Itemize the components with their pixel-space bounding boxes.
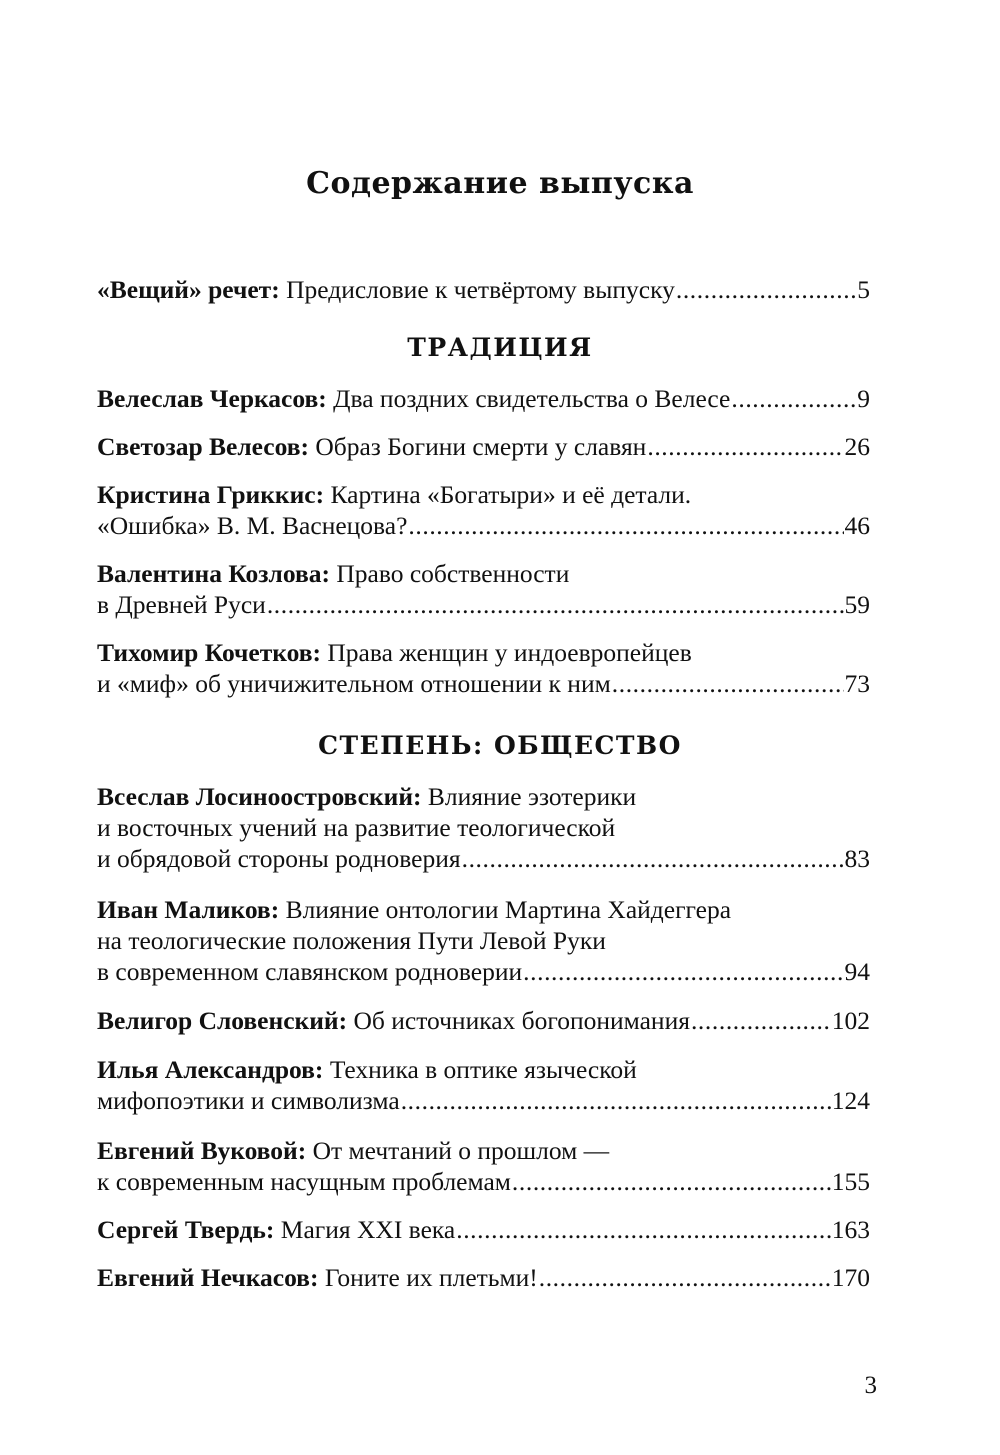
toc-entry[interactable] bbox=[97, 637, 870, 699]
entry-author: Велеслав Черкасов: bbox=[97, 384, 327, 413]
entry-title: и «миф» об уничижительном отношении к ним bbox=[97, 669, 611, 698]
dot-leader bbox=[408, 510, 843, 541]
toc-line bbox=[97, 812, 870, 843]
dot-leader bbox=[512, 1166, 831, 1197]
toc-line bbox=[97, 781, 870, 812]
toc-line bbox=[97, 1166, 870, 1197]
entry-author: Иван Маликов: bbox=[97, 895, 280, 924]
dot-leader bbox=[523, 956, 843, 987]
toc-line bbox=[97, 894, 870, 925]
entry-title: Гоните их плетьми! bbox=[324, 1263, 538, 1292]
entry-title: и обрядовой стороны родноверия bbox=[97, 844, 461, 873]
toc-line bbox=[97, 1214, 870, 1245]
toc-entry[interactable] bbox=[97, 1054, 870, 1116]
dot-leader bbox=[676, 274, 856, 305]
entry-title: Об источниках богопонимания bbox=[353, 1006, 690, 1035]
entry-author: Евгений Нечкасов: bbox=[97, 1263, 319, 1292]
section-title-society: СТЕПЕНЬ: ОБЩЕСТВО bbox=[318, 731, 682, 760]
toc-line bbox=[97, 637, 870, 668]
toc-entry[interactable] bbox=[97, 383, 870, 414]
toc-entry[interactable] bbox=[97, 558, 870, 620]
toc-line bbox=[97, 479, 870, 510]
entry-title: Техника в оптике языческой bbox=[329, 1055, 637, 1084]
entry-page: 26 bbox=[844, 432, 870, 461]
toc-entry[interactable] bbox=[97, 1262, 870, 1293]
toc-line bbox=[97, 1085, 870, 1116]
dot-leader bbox=[647, 431, 843, 462]
entry-page: 46 bbox=[844, 511, 870, 540]
entry-page: 170 bbox=[831, 1263, 870, 1292]
entry-title: Право собственности bbox=[336, 559, 570, 588]
entry-title: Влияние эзотерики bbox=[427, 782, 637, 811]
entry-author: Светозар Велесов: bbox=[97, 432, 309, 461]
entry-title: Два поздних свидетельства о Велесе bbox=[333, 384, 731, 413]
entry-author: Кристина Гриккис: bbox=[97, 480, 325, 509]
dot-leader bbox=[612, 668, 844, 699]
entry-page: 9 bbox=[857, 384, 870, 413]
toc-line bbox=[97, 510, 870, 541]
dot-leader bbox=[691, 1005, 831, 1036]
entry-title: Предисловие к четвёртому выпуску bbox=[286, 275, 675, 304]
entry-author: Всеслав Лосиноостровский: bbox=[97, 782, 422, 811]
dot-leader bbox=[401, 1085, 831, 1116]
toc-entry[interactable] bbox=[97, 1135, 870, 1197]
toc-line bbox=[97, 589, 870, 620]
entry-page: 94 bbox=[844, 957, 870, 986]
entry-page: 124 bbox=[831, 1086, 870, 1115]
toc-line bbox=[97, 431, 870, 462]
entry-author: Велигор Словенский: bbox=[97, 1006, 348, 1035]
section-title-tradition: ТРАДИЦИЯ bbox=[407, 333, 593, 362]
entry-page: 163 bbox=[831, 1215, 870, 1244]
toc-entry[interactable] bbox=[97, 1214, 870, 1245]
entry-page: 59 bbox=[844, 590, 870, 619]
entry-title: Влияние онтологии Мартина Хайдеггера bbox=[285, 895, 732, 924]
toc-entry[interactable] bbox=[97, 781, 870, 874]
entry-title: От мечтаний о прошлом — bbox=[312, 1136, 610, 1165]
toc-entry[interactable] bbox=[97, 479, 870, 541]
dot-leader bbox=[539, 1262, 831, 1293]
entry-title: «Ошибка» В. М. Васнецова? bbox=[97, 511, 408, 540]
entry-author: Илья Александров: bbox=[97, 1055, 324, 1084]
toc-line bbox=[97, 558, 870, 589]
entry-title: мифопоэтики и символизма bbox=[97, 1086, 400, 1115]
page-number: 3 bbox=[864, 1372, 877, 1399]
toc-line bbox=[97, 956, 870, 987]
entry-title: к современным насущным проблемам bbox=[97, 1167, 511, 1196]
contents-title: Содержание выпуска bbox=[306, 166, 694, 201]
toc-entry[interactable] bbox=[97, 1005, 870, 1036]
entry-page: 155 bbox=[831, 1167, 870, 1196]
entry-author: Тихомир Кочетков: bbox=[97, 638, 321, 667]
toc-line bbox=[97, 1135, 870, 1166]
entry-page: 73 bbox=[844, 669, 870, 698]
entry-page: 5 bbox=[857, 275, 870, 304]
toc-line bbox=[97, 1005, 870, 1036]
entry-title: на теологические положения Пути Левой Руки bbox=[97, 926, 606, 955]
toc-line bbox=[97, 1262, 870, 1293]
entry-title: Права женщин у индоевропейцев bbox=[327, 638, 692, 667]
entry-title: в Древней Руси bbox=[97, 590, 266, 619]
entry-title: Картина «Богатыри» и её детали. bbox=[330, 480, 692, 509]
toc-line bbox=[97, 1054, 870, 1085]
toc-line bbox=[97, 843, 870, 874]
dot-leader bbox=[462, 843, 844, 874]
entry-author: Валентина Козлова: bbox=[97, 559, 330, 588]
entry-title: Магия XXI века bbox=[280, 1215, 456, 1244]
dot-leader bbox=[267, 589, 844, 620]
entry-title: Образ Богини смерти у славян bbox=[315, 432, 647, 461]
entry-author: «Вещий» речет: bbox=[97, 275, 280, 304]
dot-leader bbox=[456, 1214, 831, 1245]
toc-line bbox=[97, 925, 870, 956]
toc-entry[interactable] bbox=[97, 431, 870, 462]
entry-title: в современном славянском родноверии bbox=[97, 957, 523, 986]
entry-page: 83 bbox=[844, 844, 870, 873]
entry-page: 102 bbox=[831, 1006, 870, 1035]
toc-entry-intro[interactable] bbox=[97, 274, 870, 305]
toc-line bbox=[97, 383, 870, 414]
dot-leader bbox=[731, 383, 856, 414]
entry-title: и восточных учений на развитие теологической bbox=[97, 813, 616, 842]
toc-entry[interactable] bbox=[97, 894, 870, 987]
toc-line bbox=[97, 668, 870, 699]
entry-author: Евгений Вуковой: bbox=[97, 1136, 307, 1165]
toc-line bbox=[97, 274, 870, 305]
entry-author: Сергей Твердь: bbox=[97, 1215, 275, 1244]
